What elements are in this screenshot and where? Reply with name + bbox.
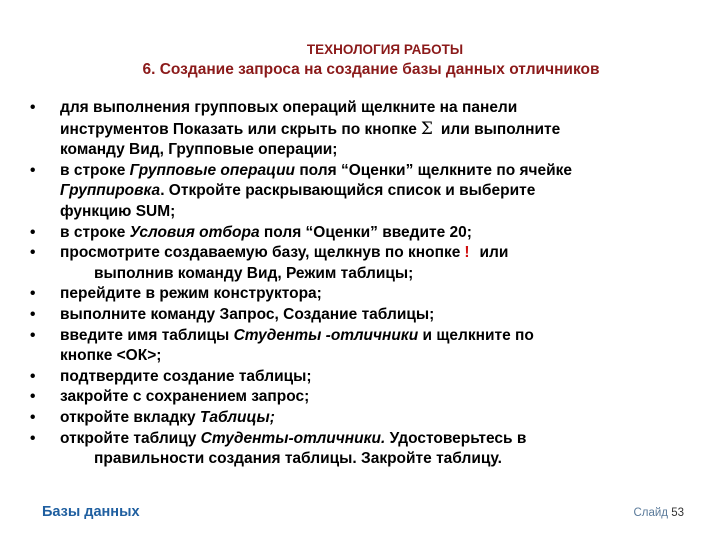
list-item	[30, 326, 680, 367]
item-text-line	[60, 449, 680, 470]
item-text-line	[60, 98, 680, 119]
bullet: •	[30, 285, 36, 303]
list-item	[30, 98, 680, 161]
item-text-line	[60, 264, 680, 285]
item-text-line	[60, 305, 680, 326]
sigma-icon: Σ	[420, 118, 433, 139]
item-text: поля “Оценки” введите 20;	[259, 223, 472, 241]
item-emphasis: Группировка	[60, 182, 161, 200]
bullet: •	[30, 408, 36, 426]
list-item	[30, 284, 680, 305]
list-item	[30, 387, 680, 408]
item-text-line	[60, 326, 680, 347]
list-item	[30, 223, 680, 244]
bullet: •	[30, 429, 36, 447]
slide-number-label: Слайд	[633, 507, 668, 519]
bullet: •	[30, 161, 36, 179]
item-text: откройте таблицу	[60, 429, 201, 447]
item-text: или	[479, 244, 509, 262]
item-emphasis: Условия отбора	[129, 223, 260, 241]
item-text-line	[60, 367, 680, 388]
item-text: . Откройте раскрывающийся список и выберите	[160, 182, 536, 200]
bullet: •	[30, 367, 36, 385]
bullet: •	[30, 305, 36, 323]
item-text: откройте вкладку	[60, 408, 200, 426]
item-text-line	[60, 140, 680, 161]
item-text: инструментов Показать или скрыть по кнопке	[60, 120, 417, 138]
slide-title: ТЕХНОЛОГИЯ РАБОТЫ	[306, 42, 464, 57]
bullet: •	[30, 223, 36, 241]
slide-subtitle: 6. Создание запроса на создание базы данных отличников	[142, 61, 600, 78]
item-text-line	[60, 346, 680, 367]
item-text-line	[60, 202, 680, 223]
list-item	[30, 243, 680, 284]
item-emphasis: Студенты-отличники.	[200, 429, 386, 447]
item-text: просмотрите создаваемую базу, щелкнув по кнопке	[60, 244, 461, 262]
item-text: поля “Оценки” щелкните по ячейке	[295, 161, 573, 179]
list-item	[30, 429, 680, 470]
item-text-line	[60, 119, 680, 141]
item-text-line	[60, 387, 680, 408]
slide-number	[633, 507, 684, 519]
item-text: кнопке <ОК>;	[60, 347, 162, 365]
item-text: выполнив команду Вид, Режим таблицы;	[94, 264, 414, 282]
bullet: •	[30, 244, 36, 262]
item-text: для выполнения групповых операций щелкните на панели	[60, 99, 518, 116]
footer-section-title: Базы данных	[42, 504, 140, 520]
item-text-line	[60, 429, 680, 450]
run-icon: !	[464, 244, 470, 262]
item-text: или выполните	[440, 120, 561, 138]
item-text: подтвердите создание таблицы;	[60, 367, 312, 385]
item-text-line	[60, 408, 680, 429]
item-text: функцию SUM;	[60, 202, 176, 220]
item-text: введите имя таблицы	[60, 326, 234, 344]
bullet: •	[30, 99, 36, 116]
instruction-list	[30, 98, 680, 470]
item-text-line	[60, 243, 680, 264]
item-text-line	[60, 284, 680, 305]
item-text: команду Вид, Групповые операции;	[60, 141, 338, 159]
bullet: •	[30, 388, 36, 406]
item-text: и щелкните по	[418, 326, 534, 344]
slide-header	[0, 40, 720, 81]
item-text: закройте с сохранением запрос;	[60, 388, 310, 406]
bullet: •	[30, 326, 36, 344]
item-text-line	[60, 161, 680, 182]
list-item	[30, 367, 680, 388]
list-item	[30, 161, 680, 223]
item-text: Удостоверьтесь в	[385, 429, 527, 447]
item-emphasis: Групповые операции	[129, 161, 296, 179]
item-text: перейдите в режим конструктора;	[60, 285, 322, 303]
item-text: в строке	[60, 223, 130, 241]
item-text-line	[60, 223, 680, 244]
item-text: правильности создания таблицы. Закройте таблицу.	[94, 450, 502, 468]
item-text-line	[60, 181, 680, 202]
list-item	[30, 305, 680, 326]
item-text: в строке	[60, 161, 130, 179]
slide-number-value: 53	[671, 507, 684, 519]
item-text: выполните команду Запрос, Создание таблицы;	[60, 305, 435, 323]
item-emphasis: Студенты -отличники	[233, 326, 419, 344]
list-item	[30, 408, 680, 429]
item-emphasis: Таблицы;	[199, 408, 275, 426]
